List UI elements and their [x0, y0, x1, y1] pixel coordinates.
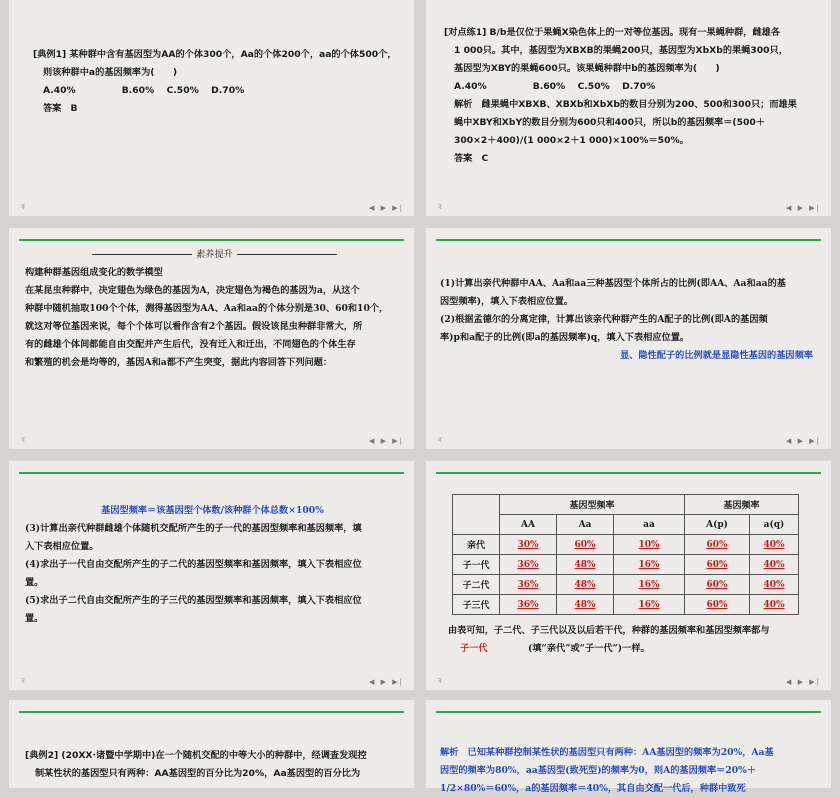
model-text-1: 在某昆虫种群中，决定翅色为绿色的基因为A，决定翅色为褐色的基因为a，从这个 [25, 285, 360, 296]
slide-nav-controls[interactable]: ◀ ▶ ▶| [369, 204, 404, 212]
example-2-line-2: 制某性状的基因型只有两种：AA基因型的百分比为20%，Aa基因型的百分比为 [35, 768, 361, 779]
gamete-ratio-note: 显、隐性配子的比例就是显隐性基因的基因频率 [620, 350, 813, 361]
slide-top-line [436, 711, 821, 713]
table-cell: 48% [557, 595, 614, 615]
conclusion-answer: 子一代 [460, 643, 488, 654]
slide-corner-mark: ৰ [438, 677, 442, 685]
table-cell: 30% [500, 535, 557, 555]
gene-frequency-header: 基因频率 [685, 495, 799, 515]
slide-nav-controls[interactable]: ◀ ▶ ▶| [786, 678, 821, 686]
slide-top-line [19, 472, 404, 474]
table-row [453, 535, 799, 555]
task-3-line-2: 入下表相应位置。 [25, 541, 99, 552]
col-header-a-q: a(q) [750, 515, 799, 535]
slide-nav-controls[interactable]: ◀ ▶ ▶| [369, 678, 404, 686]
table-cell: 48% [557, 575, 614, 595]
slide-5 [9, 461, 414, 690]
slide-3 [9, 228, 414, 449]
example-question-cont: 则该种群中a的基因频率为( ) [43, 67, 178, 78]
row-label: 亲代 [453, 535, 500, 555]
task-3-line-1: (3)计算出亲代种群雌雄个体随机交配所产生的子一代的基因型频率和基因频率，填 [25, 523, 362, 534]
example-2-line-1: [典例2] (20XX·诸暨中学期中)在一个随机交配的中等大小的种群中，经调查发现控 [25, 750, 367, 761]
table-corner-cell [453, 495, 500, 535]
conclusion-line-2: (填“亲代”或“子一代”)一样。 [528, 643, 650, 654]
frequency-table [452, 494, 799, 615]
task-1-line-1: (1)计算出亲代种群中AA、Aa和aa三种基因型个体所占的比例(即AA、Aa和aa的基 [440, 278, 786, 289]
slide-6 [426, 461, 831, 690]
example-question: [典例1] 某种群中含有基因型为AA的个体300个，Aa的个体200个，aa的个体500个， [33, 49, 397, 60]
slide-4 [426, 228, 831, 449]
col-header-Aa: Aa [557, 515, 614, 535]
slide-nav-controls[interactable]: ◀ ▶ ▶| [786, 204, 821, 212]
model-text-2: 种群中随机抽取100个个体，测得基因型为AA、Aa和aa的个体分别是30、60和10个， [25, 303, 389, 314]
table-cell: 40% [750, 575, 799, 595]
practice-line-3: 基因型为XBY的果蝇600只。该果蝇种群中b的基因频率为( ) [454, 63, 720, 74]
task-1-line-2: 因型频率)，填入下表相应位置。 [440, 296, 573, 307]
genotype-frequency-header: 基因型频率 [500, 495, 685, 515]
table-cell: 36% [500, 555, 557, 575]
analysis-line-3: 300×2＋400)/(1 000×2＋1 000)×100%＝50%。 [454, 135, 689, 146]
table-cell: 60% [685, 575, 750, 595]
analysis-2-line-3: 1/2×80%＝60%，a的基因频率＝40%，其自由交配一代后，种群中致死 [440, 783, 746, 794]
slide-1 [9, 0, 414, 216]
table-cell: 60% [685, 535, 750, 555]
slide-corner-mark: ৰ [21, 677, 25, 685]
practice-line-2: 1 000只。其中，基因型为XBXB的果蝇200只，基因型为XbXb的果蝇300只， [454, 45, 788, 56]
section-heading-text: 素养提升 [196, 249, 233, 260]
analysis-line-1: 解析 雌果蝇中XBXB、XBXb和XbXb的数目分别为200、500和300只；而雄果 [454, 99, 797, 110]
slide-top-line [19, 239, 404, 241]
task-5-line-1: (5)求出子二代自由交配所产生的子三代的基因型频率和基因频率，填入下表相应位 [25, 595, 362, 606]
table-cell: 60% [685, 555, 750, 575]
table-cell: 60% [685, 595, 750, 615]
genotype-frequency-formula: 基因型频率＝该基因型个体数/该种群个体总数×100% [101, 505, 324, 516]
slide-2 [426, 0, 831, 216]
slide-nav-controls[interactable]: ◀ ▶ ▶| [369, 437, 404, 445]
table-cell: 60% [557, 535, 614, 555]
table-cell: 48% [557, 555, 614, 575]
col-header-AA: AA [500, 515, 557, 535]
table-cell: 40% [750, 555, 799, 575]
task-2-line-2: 率)p和a配子的比例(即a的基因频率)q，填入下表相应位置。 [440, 332, 690, 343]
model-text-4: 有的雌雄个体间都能自由交配并产生后代，没有迁入和迁出，不同翅色的个体生存 [25, 339, 356, 350]
slide-7 [9, 700, 414, 788]
practice-line-1: [对点练1] B/b是仅位于果蝇X染色体上的一对等位基因。现有一果蝇种群，雌雄各 [444, 27, 781, 38]
task-4-line-1: (4)求出子一代自由交配所产生的子二代的基因型频率和基因频率，填入下表相应位 [25, 559, 362, 570]
slide-8 [426, 700, 831, 794]
row-label: 子二代 [453, 575, 500, 595]
table-row [453, 595, 799, 615]
section-heading [25, 246, 404, 264]
example-answer: 答案 B [43, 103, 78, 114]
table-cell: 16% [614, 555, 685, 575]
task-4-line-2: 置。 [25, 577, 44, 588]
conclusion-line-1: 由表可知，子二代、子三代以及以后若干代，种群的基因频率和基因型频率都与 [448, 625, 770, 636]
analysis-2-line-1: 解析 已知某种群控制某性状的基因型只有两种：AA基因型的频率为20%，Aa基 [440, 747, 774, 758]
practice-answer: 答案 C [454, 153, 489, 164]
table-cell: 16% [614, 595, 685, 615]
table-row [453, 575, 799, 595]
slide-nav-controls[interactable]: ◀ ▶ ▶| [786, 437, 821, 445]
col-header-A-p: A(p) [685, 515, 750, 535]
example-options: A.40% B.60% C.50% D.70% [43, 85, 245, 96]
row-label: 子一代 [453, 555, 500, 575]
task-2-line-1: (2)根据孟德尔的分离定律，计算出该亲代种群产生的A配子的比例(即A的基因频 [440, 314, 768, 325]
slide-corner-mark: ৰ [21, 203, 25, 211]
model-text-5: 和繁殖的机会是均等的，基因A和a都不产生突变，据此内容回答下列问题： [25, 357, 333, 368]
slide-top-line [436, 472, 821, 474]
slide-top-line [436, 239, 821, 241]
table-cell: 40% [750, 595, 799, 615]
table-cell: 16% [614, 575, 685, 595]
slide-corner-mark: ৰ [21, 436, 25, 444]
analysis-line-2: 蝇中XBY和XbY的数目分别为600只和400只，所以b的基因频率＝(500＋ [454, 117, 765, 128]
slide-top-line [19, 711, 404, 713]
slide-corner-mark: ৰ [438, 203, 442, 211]
col-header-aa: aa [614, 515, 685, 535]
table-cell: 36% [500, 575, 557, 595]
model-text-3: 就这对等位基因来说，每个个体可以看作含有2个基因。假设该昆虫种群非常大，所 [25, 321, 363, 332]
model-title: 构建种群基因组成变化的数学模型 [25, 267, 163, 278]
practice-options: A.40% B.60% C.50% D.70% [454, 81, 656, 92]
table-cell: 40% [750, 535, 799, 555]
table-cell: 10% [614, 535, 685, 555]
task-5-line-2: 置。 [25, 613, 44, 624]
table-cell: 36% [500, 595, 557, 615]
slide-corner-mark: ৰ [438, 436, 442, 444]
analysis-2-line-2: 因型的频率为80%，aa基因型(致死型)的频率为0，则A的基因频率＝20%＋ [440, 765, 757, 776]
row-label: 子三代 [453, 595, 500, 615]
table-row [453, 555, 799, 575]
